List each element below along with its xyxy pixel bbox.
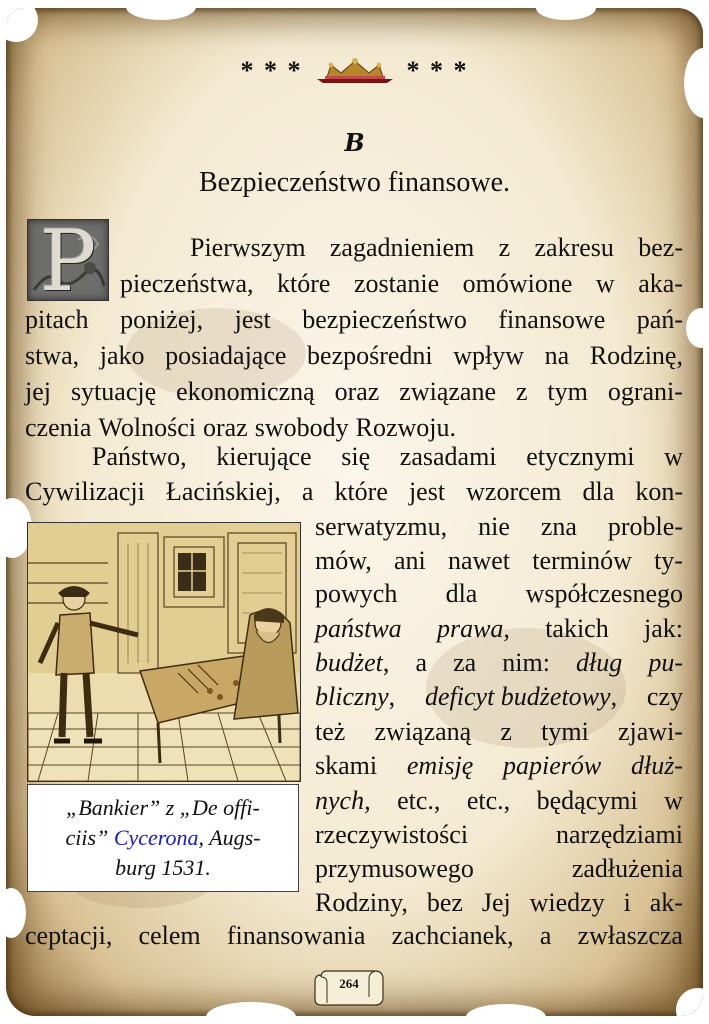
word-part: oraz — [202, 413, 248, 442]
section-initial: B — [344, 128, 365, 157]
word-part: Pierwszym — [190, 233, 306, 262]
word-part: prawa, — [436, 614, 510, 643]
word — [165, 340, 286, 372]
word-part: wzorcem — [466, 477, 562, 506]
word-part: , — [382, 648, 390, 677]
word-part: czy — [646, 682, 683, 711]
word-part: dla — [445, 579, 478, 608]
word — [526, 441, 634, 473]
word-part: Wolności — [98, 413, 196, 442]
word-part: dla — [582, 477, 615, 506]
word — [25, 340, 79, 372]
word-part: zasadami — [399, 442, 497, 471]
word — [315, 647, 389, 679]
word — [375, 716, 472, 748]
word-part: zakresu — [534, 233, 614, 262]
word — [235, 304, 271, 336]
word-part: dłuż- — [630, 751, 683, 780]
word — [216, 441, 311, 473]
dropcap-letter: P — [39, 212, 97, 310]
text-line — [315, 716, 683, 748]
text-line — [315, 887, 683, 919]
word — [425, 681, 617, 713]
word — [330, 232, 474, 264]
word — [463, 268, 573, 300]
word — [448, 545, 510, 577]
word — [516, 376, 528, 408]
word — [540, 920, 552, 952]
text-line — [315, 545, 683, 577]
word — [578, 920, 683, 952]
word — [397, 785, 440, 817]
word — [409, 476, 445, 508]
chapter-title: Bezpieczeństwo finansowe. — [199, 167, 510, 198]
word-part: jak: — [643, 614, 683, 643]
word — [654, 545, 683, 577]
word-part: z — [498, 233, 511, 262]
text-line — [315, 647, 683, 679]
word-part: Cywilizacji — [25, 477, 145, 506]
word — [503, 750, 601, 782]
word — [446, 578, 478, 610]
word — [582, 476, 614, 508]
decorated-initial-woodcut-icon — [27, 212, 109, 310]
word-part: pań- — [636, 305, 683, 334]
word — [478, 511, 510, 543]
word — [590, 340, 683, 372]
word-part: jako — [99, 341, 145, 370]
word-part: stwa, — [25, 341, 80, 370]
word — [596, 268, 615, 300]
word-part: z — [515, 377, 528, 406]
word-part: powych — [315, 579, 398, 608]
word-part: a — [415, 648, 428, 677]
word — [631, 750, 683, 782]
word-part: dług — [576, 648, 623, 677]
word — [203, 412, 248, 444]
word-part: w — [595, 269, 615, 298]
word-part: pitach — [25, 305, 89, 334]
word-part: emisję — [406, 751, 474, 780]
word-part: wpływ — [453, 341, 525, 370]
word — [500, 716, 512, 748]
text-line — [120, 268, 683, 300]
word-part: kierujące — [216, 442, 312, 471]
word — [71, 376, 156, 408]
caption-link-cycerona[interactable]: Cycerona — [113, 825, 199, 850]
word-part: Rodzinę, — [589, 341, 683, 370]
word-part: zagadnieniem — [329, 233, 475, 262]
word — [315, 613, 402, 645]
text-line — [315, 613, 683, 645]
word-part: państwa — [315, 614, 402, 643]
word-part: się — [341, 442, 371, 471]
word — [647, 681, 683, 713]
word-part: bez- — [638, 233, 683, 262]
word-part: oraz — [334, 377, 380, 406]
word-part: jest — [408, 477, 446, 506]
word — [608, 511, 683, 543]
word — [532, 545, 632, 577]
right-stars: * * * — [406, 56, 469, 85]
word — [315, 819, 468, 851]
word-part: nie — [478, 512, 510, 541]
word — [453, 647, 476, 679]
word-part: takich — [545, 614, 609, 643]
word-part: Jej — [481, 888, 511, 917]
word — [176, 376, 315, 408]
word — [25, 412, 91, 444]
word — [315, 750, 377, 782]
word — [307, 340, 433, 372]
caption-line-2-start: ciis” — [65, 825, 114, 850]
word-part: swobody — [254, 413, 349, 442]
word — [664, 785, 683, 817]
word — [437, 613, 510, 645]
word-part: Państwo, — [92, 442, 187, 471]
word — [315, 887, 408, 919]
word-part: kon- — [635, 477, 683, 506]
word — [407, 750, 473, 782]
word-part: ani — [394, 546, 426, 575]
text-line — [315, 853, 683, 885]
word — [466, 476, 561, 508]
word — [502, 647, 550, 679]
word-part: i — [623, 888, 631, 917]
word — [537, 785, 638, 817]
word-part: deficyt budżetowy — [425, 682, 611, 711]
word-part: rzeczywistości — [315, 820, 469, 849]
word — [315, 716, 345, 748]
word — [334, 476, 387, 508]
word-part: celem — [138, 921, 201, 950]
figure-caption — [27, 784, 299, 892]
word-part: bezpieczeństwo — [302, 305, 467, 334]
word-part: tym — [547, 377, 588, 406]
word — [545, 613, 609, 645]
crown-ornament-icon — [313, 57, 397, 85]
word-part: zna — [540, 512, 577, 541]
word — [541, 716, 589, 748]
word — [547, 376, 587, 408]
text-line — [25, 412, 683, 444]
word — [644, 613, 683, 645]
word — [394, 545, 426, 577]
word-part: skami — [315, 751, 378, 780]
word-part: Rodziny, — [315, 888, 408, 917]
word — [638, 232, 683, 264]
word-part: , — [388, 682, 396, 711]
word — [315, 785, 371, 817]
word-part: Rozwoju. — [355, 413, 457, 442]
word-part: w — [664, 442, 683, 471]
text-line — [315, 785, 683, 817]
word-part: nych, — [315, 786, 371, 815]
banker-woodcut-illustration — [27, 522, 301, 782]
word-part: Łacińskiej, — [165, 477, 281, 506]
word — [650, 887, 683, 919]
text-line — [315, 511, 683, 543]
word — [635, 476, 683, 508]
word-part: papierów — [503, 751, 602, 780]
word-part: pieczeństwa, — [120, 269, 254, 298]
word — [535, 232, 614, 264]
text-line — [25, 920, 683, 952]
word — [400, 441, 497, 473]
word-part: wiedzy — [529, 888, 605, 917]
word — [25, 920, 112, 952]
word — [499, 232, 511, 264]
word-part: zachcianek, — [391, 921, 514, 950]
word — [392, 920, 514, 952]
word-part: w — [664, 786, 683, 815]
text-line — [190, 232, 683, 264]
word-part: posiadające — [165, 341, 287, 370]
word-part: które — [334, 477, 388, 506]
word-part: ekonomiczną — [176, 377, 315, 406]
word — [341, 441, 370, 473]
word-part: finansowania — [226, 921, 366, 950]
word-part: za — [453, 648, 477, 677]
text-line — [315, 819, 683, 851]
word — [541, 511, 577, 543]
word-part: które — [277, 269, 331, 298]
word — [302, 304, 467, 336]
word — [190, 232, 306, 264]
text-line — [92, 441, 683, 473]
word-part: pu- — [648, 648, 683, 677]
word-part: bliczny — [315, 682, 389, 711]
word — [545, 340, 570, 372]
word — [139, 920, 201, 952]
word — [482, 887, 511, 919]
word — [572, 853, 683, 885]
word-part: jej — [25, 377, 51, 406]
word-part: związane — [399, 377, 496, 406]
word — [526, 578, 683, 610]
word-part: omówione — [462, 269, 573, 298]
word — [608, 376, 683, 408]
word-part: zjawi- — [617, 717, 683, 746]
caption-line-3: burg 1531. — [115, 855, 211, 880]
word — [302, 476, 314, 508]
page-number: 264 — [339, 976, 359, 991]
word — [415, 647, 427, 679]
text-line — [25, 304, 683, 336]
word — [556, 819, 683, 851]
word — [120, 304, 203, 336]
word-part: zwłaszcza — [577, 921, 683, 950]
word-part: bez — [426, 888, 463, 917]
word-part: a — [539, 921, 552, 950]
word-part: na — [544, 341, 570, 370]
word-part: związaną — [374, 717, 472, 746]
word — [120, 268, 254, 300]
word — [637, 304, 683, 336]
word — [277, 268, 330, 300]
word — [25, 476, 145, 508]
text-line — [315, 578, 683, 610]
word-part: proble- — [607, 512, 683, 541]
word-part: nim: — [502, 648, 550, 677]
word-part: poniżej, — [120, 305, 204, 334]
word-part: tymi — [541, 717, 589, 746]
word-part: narzędziami — [555, 820, 683, 849]
word-part: nawet — [447, 546, 511, 575]
word — [467, 785, 510, 817]
word — [255, 412, 349, 444]
word-part: przymusowego — [315, 854, 474, 883]
caption-line-2 — [66, 823, 261, 853]
word-part: etc., — [397, 786, 441, 815]
word-part: mów, — [315, 546, 372, 575]
word — [530, 887, 605, 919]
word — [618, 716, 683, 748]
word — [315, 545, 372, 577]
word — [624, 887, 631, 919]
word-part: ty- — [654, 546, 683, 575]
word-part: a — [301, 477, 314, 506]
word — [315, 578, 397, 610]
word — [25, 376, 51, 408]
word-part: finansowe — [498, 305, 606, 334]
word — [92, 441, 187, 473]
word — [648, 647, 683, 679]
caption-line-2-end: , Augs- — [198, 825, 261, 850]
word — [166, 476, 281, 508]
word — [453, 340, 524, 372]
word — [227, 920, 366, 952]
text-line — [25, 476, 683, 508]
word-part: etc., — [466, 786, 511, 815]
word-part: ceptacji, — [25, 921, 113, 950]
ornament-row — [0, 56, 709, 86]
text-line — [315, 750, 683, 782]
word — [427, 887, 463, 919]
word-part: terminów — [532, 546, 632, 575]
word — [315, 853, 474, 885]
word — [356, 412, 456, 444]
word-part: ograni- — [607, 377, 683, 406]
word-part: ak- — [649, 888, 683, 917]
word-part: sytuację — [70, 377, 157, 406]
word — [100, 340, 145, 372]
word — [315, 681, 395, 713]
word-part: bezpośredni — [307, 341, 433, 370]
text-line — [25, 340, 683, 372]
word-part: aka- — [638, 269, 683, 298]
word — [25, 304, 89, 336]
word-part: etycznymi — [526, 442, 635, 471]
word — [315, 511, 447, 543]
word-part: serwatyzmu, — [315, 512, 448, 541]
word-part: budżet — [315, 648, 383, 677]
word-part: , — [610, 682, 618, 711]
word — [498, 304, 605, 336]
word-part: zostanie — [353, 269, 440, 298]
word-part: współczesnego — [525, 579, 683, 608]
left-stars: * * * — [240, 56, 303, 85]
text-line — [315, 681, 683, 713]
word-part: z — [500, 717, 512, 746]
word — [664, 441, 683, 473]
caption-line-1: „Bankier” z „De offi- — [66, 795, 260, 820]
word — [335, 376, 380, 408]
word-part: czenia — [25, 413, 92, 442]
text-line — [25, 376, 683, 408]
word — [638, 268, 683, 300]
word — [98, 412, 196, 444]
word-part: też — [315, 717, 346, 746]
word-part: jest — [234, 305, 271, 334]
word — [399, 376, 496, 408]
word-part: będącymi — [536, 786, 638, 815]
word — [354, 268, 439, 300]
word — [576, 647, 622, 679]
word-part: zadłużenia — [571, 854, 683, 883]
